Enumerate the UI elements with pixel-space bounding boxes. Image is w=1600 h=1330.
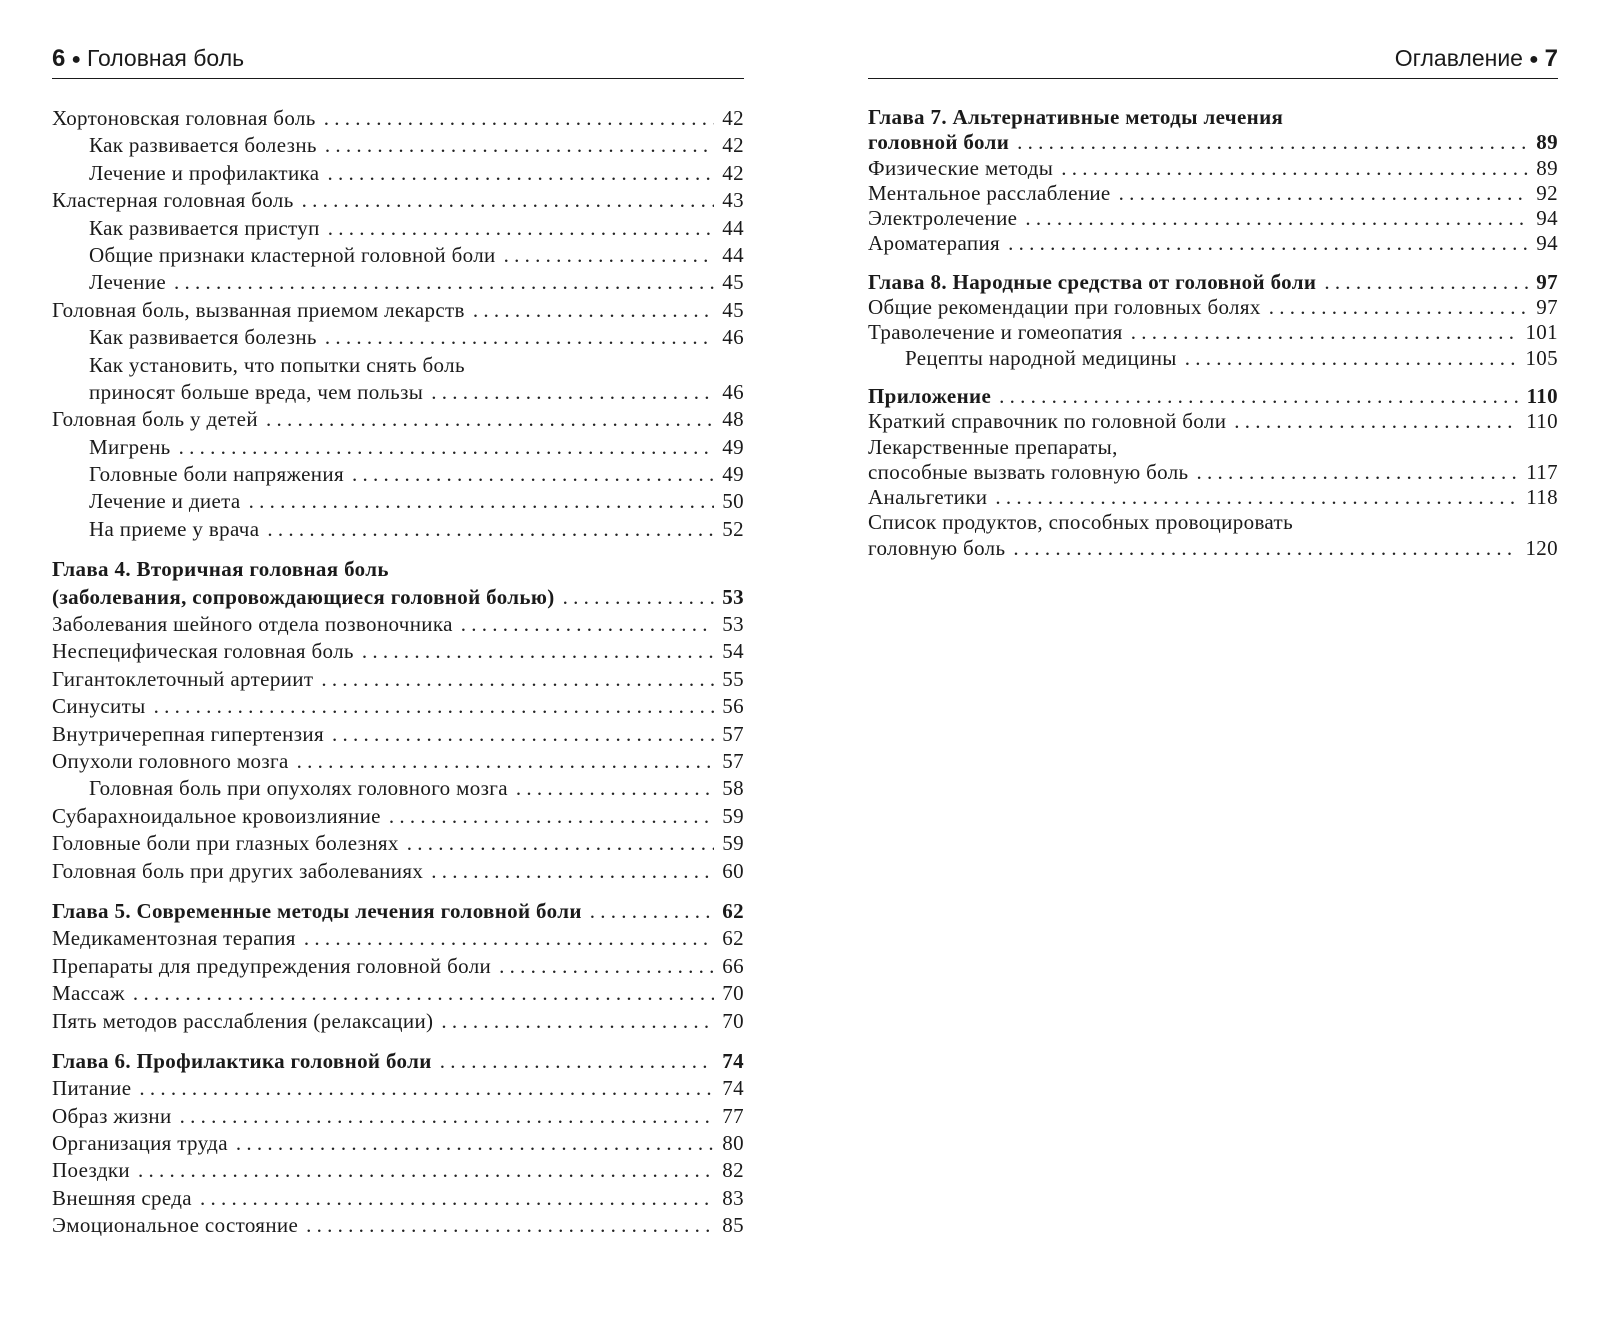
page-number: 6 — [52, 45, 66, 72]
entry-title: Головная боль у детей — [52, 407, 258, 432]
dot-leader — [327, 160, 714, 187]
entry-title: Физические методы — [868, 155, 1054, 180]
entry-title: Глава 8. Народные средства от головной боли — [868, 269, 1317, 294]
toc-entry — [52, 693, 744, 720]
dot-leader — [362, 638, 714, 665]
entry-title: Заболевания шейного отдела позвоночника — [52, 612, 453, 637]
dot-leader — [1185, 346, 1518, 371]
entry-page-number: 94 — [1536, 231, 1558, 256]
entry-page-number: 53 — [722, 612, 744, 637]
toc-entry — [52, 324, 744, 351]
toc-entry — [868, 510, 1558, 535]
dot-leader — [1234, 409, 1518, 434]
dot-leader — [1013, 536, 1517, 561]
dot-leader — [499, 953, 714, 980]
running-title: Головная боль — [87, 45, 245, 71]
toc-entry — [52, 352, 744, 379]
toc-entry — [52, 803, 744, 830]
toc-entry — [52, 215, 744, 242]
toc-entry — [868, 295, 1558, 320]
entry-title: Лечение — [89, 270, 167, 295]
entry-page-number: 62 — [722, 898, 744, 923]
dot-leader — [306, 1212, 714, 1239]
entry-title: Ментальное расслабление — [868, 180, 1111, 205]
entry-title: Глава 4. Вторичная головная боль — [52, 557, 389, 582]
entry-page-number: 62 — [722, 926, 744, 951]
entry-page-number: 97 — [1536, 295, 1558, 320]
entry-page-number: 120 — [1525, 535, 1558, 560]
toc-entry — [868, 206, 1558, 231]
entry-title: Как развивается приступ — [89, 215, 320, 240]
dot-leader — [180, 1103, 715, 1130]
toc-chapter-entry — [52, 898, 744, 925]
dot-leader — [325, 324, 714, 351]
toc-entry — [52, 406, 744, 433]
entry-title: Головные боли при глазных болезнях — [52, 831, 399, 856]
page-number: 7 — [1544, 45, 1558, 72]
dot-leader — [179, 434, 715, 461]
toc-chapter-entry — [52, 1048, 744, 1075]
entry-title: Лекарственные препараты, — [868, 434, 1118, 459]
dot-leader — [138, 1157, 714, 1184]
entry-title: Краткий справочник по головной боли — [868, 409, 1227, 434]
toc-entry — [52, 160, 744, 187]
dot-leader — [1008, 231, 1528, 256]
dot-leader — [352, 461, 714, 488]
dot-leader — [441, 1008, 714, 1035]
dot-leader — [266, 406, 714, 433]
entry-title: Эмоциональное состояние — [52, 1213, 299, 1238]
entry-title: Поездки — [52, 1158, 130, 1183]
dot-leader — [236, 1130, 714, 1157]
entry-page-number: 48 — [722, 407, 744, 432]
entry-title: Список продуктов, способных провоцировать — [868, 510, 1294, 535]
entry-page-number: 57 — [722, 721, 744, 746]
toc-entry — [52, 980, 744, 1007]
entry-page-number: 59 — [722, 803, 744, 828]
right-page — [868, 0, 1558, 1330]
entry-page-number: 53 — [722, 584, 744, 609]
dot-leader — [139, 1075, 714, 1102]
entry-page-number: 49 — [722, 462, 744, 487]
entry-page-number: 58 — [722, 776, 744, 801]
entry-title: Лечение и диета — [89, 489, 241, 514]
table-of-contents — [868, 105, 1558, 561]
entry-page-number: 110 — [1526, 383, 1558, 408]
toc-entry — [52, 1130, 744, 1157]
entry-title: Рецепты народной медицины — [905, 345, 1177, 370]
entry-title: Как развивается болезнь — [89, 325, 317, 350]
entry-title: Ароматерапия — [868, 231, 1001, 256]
toc-entry — [868, 460, 1558, 485]
dot-leader — [304, 925, 714, 952]
toc-entry — [52, 379, 744, 406]
toc-entry — [52, 1103, 744, 1130]
entry-page-number: 97 — [1536, 269, 1558, 294]
running-title: Оглавление — [1394, 45, 1523, 71]
dot-leader — [249, 488, 715, 515]
entry-page-number: 44 — [722, 242, 744, 267]
entry-page-number: 46 — [722, 379, 744, 404]
bullet-separator: ● — [1528, 51, 1539, 68]
entry-title: головную боль — [868, 535, 1006, 560]
dot-leader — [516, 775, 714, 802]
toc-chapter-entry — [868, 130, 1558, 155]
toc-entry — [52, 721, 744, 748]
toc-entry — [52, 775, 744, 802]
entry-page-number: 85 — [722, 1213, 744, 1238]
toc-entry — [52, 830, 744, 857]
entry-title: Головная боль при опухолях головного мозга — [89, 776, 508, 801]
entry-page-number: 59 — [722, 831, 744, 856]
toc-entry — [868, 156, 1558, 181]
toc-entry — [52, 1008, 744, 1035]
running-head-right — [868, 38, 1558, 79]
left-page — [52, 0, 744, 1330]
bullet-separator: ● — [71, 51, 82, 68]
entry-title: Электролечение — [868, 206, 1018, 231]
dot-leader — [154, 693, 715, 720]
entry-page-number: 42 — [722, 106, 744, 130]
entry-title: Общие рекомендации при головных болях — [868, 295, 1261, 320]
entry-title: Гигантоклеточный артериит — [52, 666, 314, 691]
toc-entry — [52, 1212, 744, 1239]
dot-leader — [407, 830, 715, 857]
toc-entry — [52, 1157, 744, 1184]
entry-title: Головная боль при других заболеваниях — [52, 858, 424, 883]
entry-page-number: 42 — [722, 133, 744, 158]
toc-entry — [52, 269, 744, 296]
section-gap — [868, 257, 1558, 270]
toc-entry — [52, 1185, 744, 1212]
entry-title: Внутричерепная гипертензия — [52, 721, 324, 746]
entry-title: Лечение и профилактика — [89, 160, 320, 185]
dot-leader — [297, 748, 715, 775]
entry-page-number: 101 — [1525, 320, 1558, 345]
dot-leader — [267, 516, 714, 543]
section-gap — [52, 1035, 744, 1048]
entry-title: Питание — [52, 1076, 132, 1101]
entry-page-number: 80 — [722, 1131, 744, 1156]
toc-chapter-entry — [868, 270, 1558, 295]
toc-entry — [52, 638, 744, 665]
entry-title: Общие признаки кластерной головной боли — [89, 242, 496, 267]
dot-leader — [324, 105, 715, 132]
dot-leader — [461, 611, 715, 638]
dot-leader — [200, 1185, 714, 1212]
toc-entry — [868, 409, 1558, 434]
dot-leader — [328, 215, 715, 242]
dot-leader — [1119, 181, 1529, 206]
entry-page-number: 55 — [722, 666, 744, 691]
entry-page-number: 44 — [722, 215, 744, 240]
entry-page-number: 82 — [722, 1158, 744, 1183]
entry-page-number: 42 — [722, 160, 744, 185]
dot-leader — [995, 485, 1518, 510]
entry-page-number: 57 — [722, 748, 744, 773]
dot-leader — [1196, 460, 1518, 485]
toc-entry — [52, 132, 744, 159]
entry-page-number: 54 — [722, 639, 744, 664]
entry-page-number: 49 — [722, 434, 744, 459]
dot-leader — [440, 1048, 715, 1075]
entry-title: Образ жизни — [52, 1103, 172, 1128]
entry-title: Субарахноидальное кровоизлияние — [52, 803, 381, 828]
entry-title: Пять методов расслабления (релаксации) — [52, 1008, 434, 1033]
entry-page-number: 70 — [722, 981, 744, 1006]
entry-page-number: 45 — [722, 297, 744, 322]
toc-chapter-entry — [868, 384, 1558, 409]
entry-title: Организация труда — [52, 1131, 228, 1156]
entry-title: Медикаментозная терапия — [52, 926, 296, 951]
entry-title: Внешняя среда — [52, 1185, 192, 1210]
entry-title: (заболевания, сопровождающиеся головной болью) — [52, 584, 555, 609]
entry-page-number: 118 — [1526, 485, 1558, 510]
toc-entry — [52, 516, 744, 543]
entry-page-number: 89 — [1536, 155, 1558, 180]
dot-leader — [431, 858, 714, 885]
toc-entry — [868, 320, 1558, 345]
toc-entry — [52, 297, 744, 324]
toc-entry — [868, 231, 1558, 256]
toc-entry — [868, 485, 1558, 510]
entry-title: Препараты для предупреждения головной боли — [52, 953, 492, 978]
entry-title: Опухоли головного мозга — [52, 748, 289, 773]
dot-leader — [302, 187, 715, 214]
toc-chapter-entry — [868, 105, 1558, 130]
dot-leader — [321, 666, 714, 693]
entry-title: Хортоновская головная боль — [52, 106, 316, 130]
entry-page-number: 105 — [1525, 345, 1558, 370]
dot-leader — [431, 379, 714, 406]
entry-title: способные вызвать головную боль — [868, 459, 1189, 484]
toc-entry — [868, 346, 1558, 371]
entry-title: Головная боль, вызванная приемом лекарств — [52, 297, 465, 322]
dot-leader — [1061, 156, 1528, 181]
entry-title: Как развивается болезнь — [89, 133, 317, 158]
toc-entry — [52, 748, 744, 775]
toc-entry — [52, 1075, 744, 1102]
entry-page-number: 77 — [722, 1103, 744, 1128]
dot-leader — [1269, 295, 1529, 320]
entry-page-number: 74 — [722, 1076, 744, 1101]
dot-leader — [1017, 130, 1528, 155]
entry-title: Глава 6. Профилактика головной боли — [52, 1048, 432, 1073]
entry-page-number: 89 — [1536, 130, 1558, 155]
entry-title: Как установить, что попытки снять боль — [89, 352, 465, 377]
entry-title: Неспецифическая головная боль — [52, 639, 354, 664]
toc-entry — [868, 181, 1558, 206]
section-gap — [868, 371, 1558, 384]
entry-page-number: 94 — [1536, 206, 1558, 231]
toc-entry — [52, 953, 744, 980]
entry-title: Анальгетики — [868, 485, 988, 510]
toc-entry — [52, 434, 744, 461]
toc-entry — [868, 435, 1558, 460]
entry-page-number: 110 — [1526, 409, 1558, 434]
dot-leader — [999, 384, 1518, 409]
entry-page-number: 92 — [1536, 180, 1558, 205]
entry-page-number: 83 — [722, 1185, 744, 1210]
toc-chapter-entry — [52, 556, 744, 583]
dot-leader — [504, 242, 715, 269]
dot-leader — [590, 898, 715, 925]
entry-page-number: 43 — [722, 188, 744, 213]
toc-entry — [52, 925, 744, 952]
dot-leader — [473, 297, 714, 324]
dot-leader — [1131, 320, 1518, 345]
entry-title: Глава 7. Альтернативные методы лечения — [868, 105, 1284, 129]
toc-entry — [52, 666, 744, 693]
section-gap — [52, 885, 744, 898]
running-head-left — [52, 38, 744, 79]
entry-title: Мигрень — [89, 434, 171, 459]
dot-leader — [174, 269, 714, 296]
entry-title: Кластерная головная боль — [52, 188, 294, 213]
entry-page-number: 74 — [722, 1048, 744, 1073]
dot-leader — [325, 132, 714, 159]
entry-page-number: 56 — [722, 694, 744, 719]
section-gap — [52, 543, 744, 556]
entry-title: На приеме у врача — [89, 516, 260, 541]
toc-entry — [52, 611, 744, 638]
entry-page-number: 50 — [722, 489, 744, 514]
toc-entry — [52, 105, 744, 132]
dot-leader — [1324, 270, 1528, 295]
dot-leader — [332, 721, 714, 748]
entry-title: Глава 5. Современные методы лечения головной боли — [52, 898, 582, 923]
entry-page-number: 117 — [1526, 459, 1558, 484]
dot-leader — [1025, 206, 1528, 231]
entry-page-number: 52 — [722, 516, 744, 541]
entry-page-number: 45 — [722, 270, 744, 295]
entry-title: Приложение — [868, 383, 992, 408]
entry-title: головной боли — [868, 130, 1010, 155]
toc-entry — [52, 187, 744, 214]
dot-leader — [389, 803, 714, 830]
entry-page-number: 66 — [722, 953, 744, 978]
toc-entry — [52, 858, 744, 885]
table-of-contents — [52, 105, 744, 1240]
toc-entry — [868, 536, 1558, 561]
entry-title: Синуситы — [52, 694, 146, 719]
dot-leader — [563, 584, 715, 611]
entry-page-number: 46 — [722, 325, 744, 350]
toc-entry — [52, 461, 744, 488]
entry-page-number: 60 — [722, 858, 744, 883]
entry-title: Траволечение и гомеопатия — [868, 320, 1123, 345]
toc-chapter-entry — [52, 584, 744, 611]
toc-entry — [52, 242, 744, 269]
entry-title: Головные боли напряжения — [89, 462, 344, 487]
toc-entry — [52, 488, 744, 515]
entry-page-number: 70 — [722, 1008, 744, 1033]
dot-leader — [133, 980, 714, 1007]
entry-title: Массаж — [52, 981, 125, 1006]
entry-title: приносят больше вреда, чем пользы — [89, 379, 424, 404]
